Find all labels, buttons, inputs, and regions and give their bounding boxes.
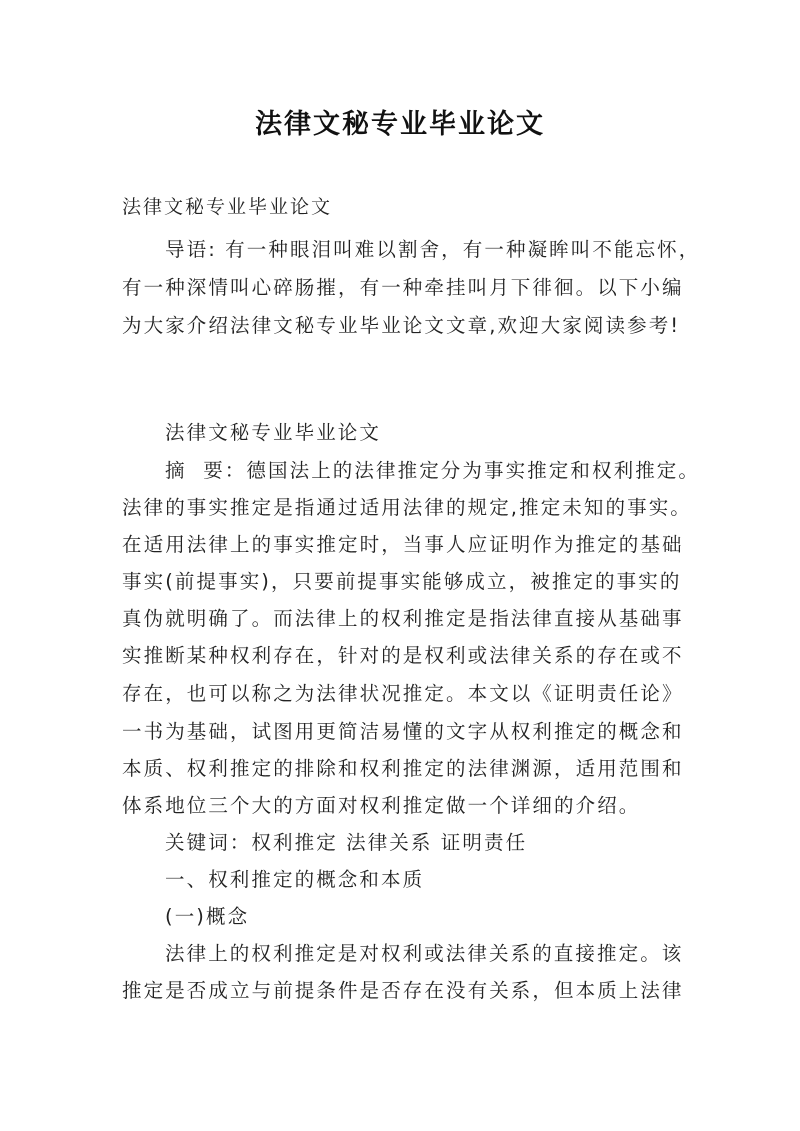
intro-line: 为大家介绍法律文秘专业毕业论文文章,欢迎大家阅读参考! — [122, 314, 681, 337]
heading-level-2: (一)概念 — [165, 905, 250, 928]
abstract-line: 体系地位三个大的方面对权利推定做一个详细的介绍。 — [122, 794, 641, 817]
abstract-line: 在适用法律上的事实推定时，当事人应证明作为推定的基础 — [122, 533, 684, 556]
abstract-line: 本质、权利推定的排除和权利推定的法律渊源，适用范围和 — [122, 757, 684, 780]
abstract-line: 摘 要：德国法上的法律推定分为事实推定和权利推定。 — [165, 459, 700, 482]
heading-level-1: 一、权利推定的概念和本质 — [165, 868, 425, 891]
abstract-line: 实推断某种权利存在，针对的是权利或法律关系的存在或不 — [122, 644, 684, 667]
abstract-line: 存在，也可以称之为法律状况推定。本文以《证明责任论》 — [122, 682, 684, 705]
keywords: 关键词：权利推定 法律关系 证明责任 — [165, 831, 528, 854]
abstract-line: 事实(前提事实)，只要前提事实能够成立，被推定的事实的 — [122, 570, 682, 593]
body-line: 法律上的权利推定是对权利或法律关系的直接推定。该 — [165, 942, 684, 965]
intro-line: 导语: 有一种眼泪叫难以割舍，有一种凝眸叫不能忘怀， — [165, 238, 701, 261]
section-title: 法律文秘专业毕业论文 — [165, 421, 382, 444]
abstract-line: 法律的事实推定是指通过适用法律的规定,推定未知的事实。 — [122, 496, 692, 519]
abstract-line: 真伪就明确了。而法律上的权利推定是指法律直接从基础事 — [122, 607, 684, 630]
abstract-line: 一书为基础，试图用更简洁易懂的文字从权利推定的概念和 — [122, 720, 684, 743]
intro-line: 有一种深情叫心碎肠摧，有一种牵挂叫月下徘徊。以下小编 — [122, 276, 684, 299]
document-title: 法律文秘专业毕业论文 — [255, 109, 545, 140]
document-subtitle: 法律文秘专业毕业论文 — [122, 196, 333, 218]
body-line: 推定是否成立与前提条件是否存在没有关系，但本质上法律 — [122, 979, 684, 1002]
